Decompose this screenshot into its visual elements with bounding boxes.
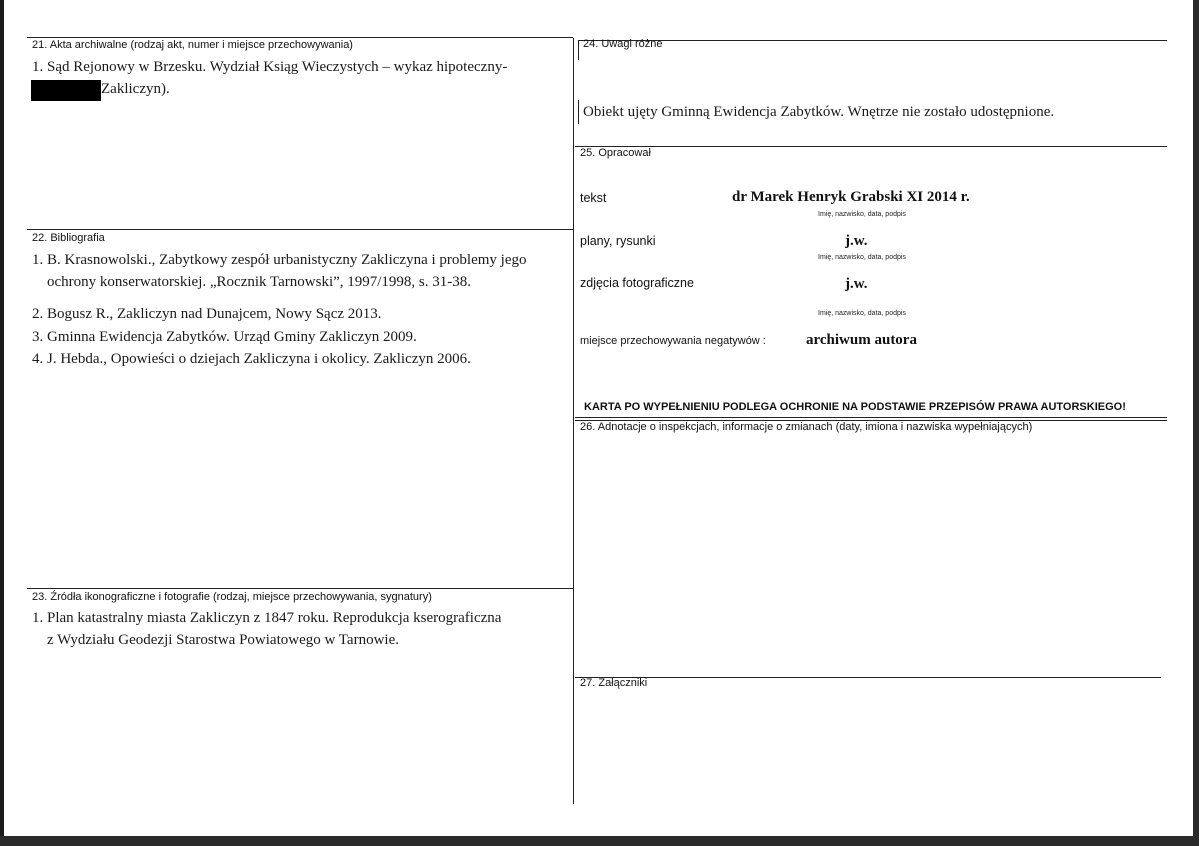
- section-24-label: 24. Uwagi różne: [583, 38, 663, 50]
- zdjecia-caption: Imię, nazwisko, data, podpis: [818, 310, 906, 317]
- section-24-remark: Obiekt ujęty Gminną Ewidencja Zabytków. Wnętrze nie zostało udostępnione.: [583, 104, 1055, 120]
- section-25-label: 25. Opracował: [580, 147, 651, 159]
- section-22-top-rule: [27, 229, 573, 230]
- section-27-label: 27. Załączniki: [580, 677, 648, 689]
- section-21-label: 21. Akta archiwalne (rodzaj akt, numer i miejsce przechowywania): [32, 39, 353, 51]
- tekst-value: dr Marek Henryk Grabski XI 2014 r.: [732, 189, 970, 205]
- section-24-tick: [578, 40, 579, 60]
- section-21-entry-line-2: Zakliczyn).: [101, 81, 170, 97]
- section-27-top-rule: [575, 677, 1161, 678]
- section-24-text-tick: [578, 100, 579, 124]
- section-25-top-rule: [575, 146, 1167, 147]
- miejsce-label: miejsce przechowywania negatywów :: [580, 335, 766, 347]
- section-21-top-rule: [27, 37, 573, 38]
- bibliography-item-1-line-2: ochrony konserwatorskiej. „Rocznik Tarnowski”, 1997/1998, s. 31-38.: [47, 274, 472, 290]
- section-23-entry-line-2: z Wydziału Geodezji Starostwa Powiatowego w Tarnowie.: [47, 632, 399, 648]
- page-edge-right: [1193, 0, 1199, 846]
- plany-caption: Imię, nazwisko, data, podpis: [818, 254, 906, 261]
- column-divider-right: [573, 38, 574, 804]
- plany-label: plany, rysunki: [580, 234, 656, 248]
- page-edge-left: [0, 0, 4, 846]
- section-26-top-rule: [575, 417, 1167, 418]
- miejsce-value: archiwum autora: [806, 332, 917, 348]
- section-21-entry-line-1: 1. Sąd Rejonowy w Brzesku. Wydział Ksiąg Wieczystych – wykaz hipoteczny-: [32, 59, 508, 75]
- section-23-top-rule: [27, 588, 573, 589]
- section-24-top-rule: [578, 40, 1167, 41]
- tekst-caption: Imię, nazwisko, data, podpis: [818, 211, 906, 218]
- section-26-label: 26. Adnotacje o inspekcjach, informacje o zmianach (daty, imiona i nazwiska wypełniających): [580, 421, 1033, 433]
- bibliography-item-4: 4. J. Hebda., Opowieści o dziejach Zakliczyna i okolicy. Zakliczyn 2006.: [32, 351, 471, 367]
- zdjecia-label: zdjęcia fotograficzne: [580, 276, 694, 290]
- section-23-label: 23. Źródła ikonograficzne i fotografie (rodzaj, miejsce przechowywania, sygnatury): [32, 591, 432, 603]
- section-22-label: 22. Bibliografia: [32, 232, 105, 244]
- bibliography-item-2: 2. Bogusz R., Zakliczyn nad Dunajcem, Nowy Sącz 2013.: [32, 306, 382, 322]
- copyright-warning: KARTA PO WYPEŁNIENIU PODLEGA OCHRONIE NA PODSTAWIE PRZEPISÓW PRAWA AUTORSKIEGO!: [584, 401, 1126, 413]
- page-edge-bottom: [0, 836, 1199, 846]
- tekst-label: tekst: [580, 191, 607, 205]
- redaction-block: [31, 80, 101, 101]
- section-23-entry-line-1: 1. Plan katastralny miasta Zakliczyn z 1847 roku. Reprodukcja kserograficzna: [32, 610, 502, 626]
- plany-value: j.w.: [845, 233, 868, 249]
- bibliography-item-1-line-1: 1. B. Krasnowolski., Zabytkowy zespół urbanistyczny Zakliczyna i problemy jego: [32, 252, 527, 268]
- zdjecia-value: j.w.: [845, 276, 868, 292]
- bibliography-item-3: 3. Gminna Ewidencja Zabytków. Urząd Gminy Zakliczyn 2009.: [32, 329, 417, 345]
